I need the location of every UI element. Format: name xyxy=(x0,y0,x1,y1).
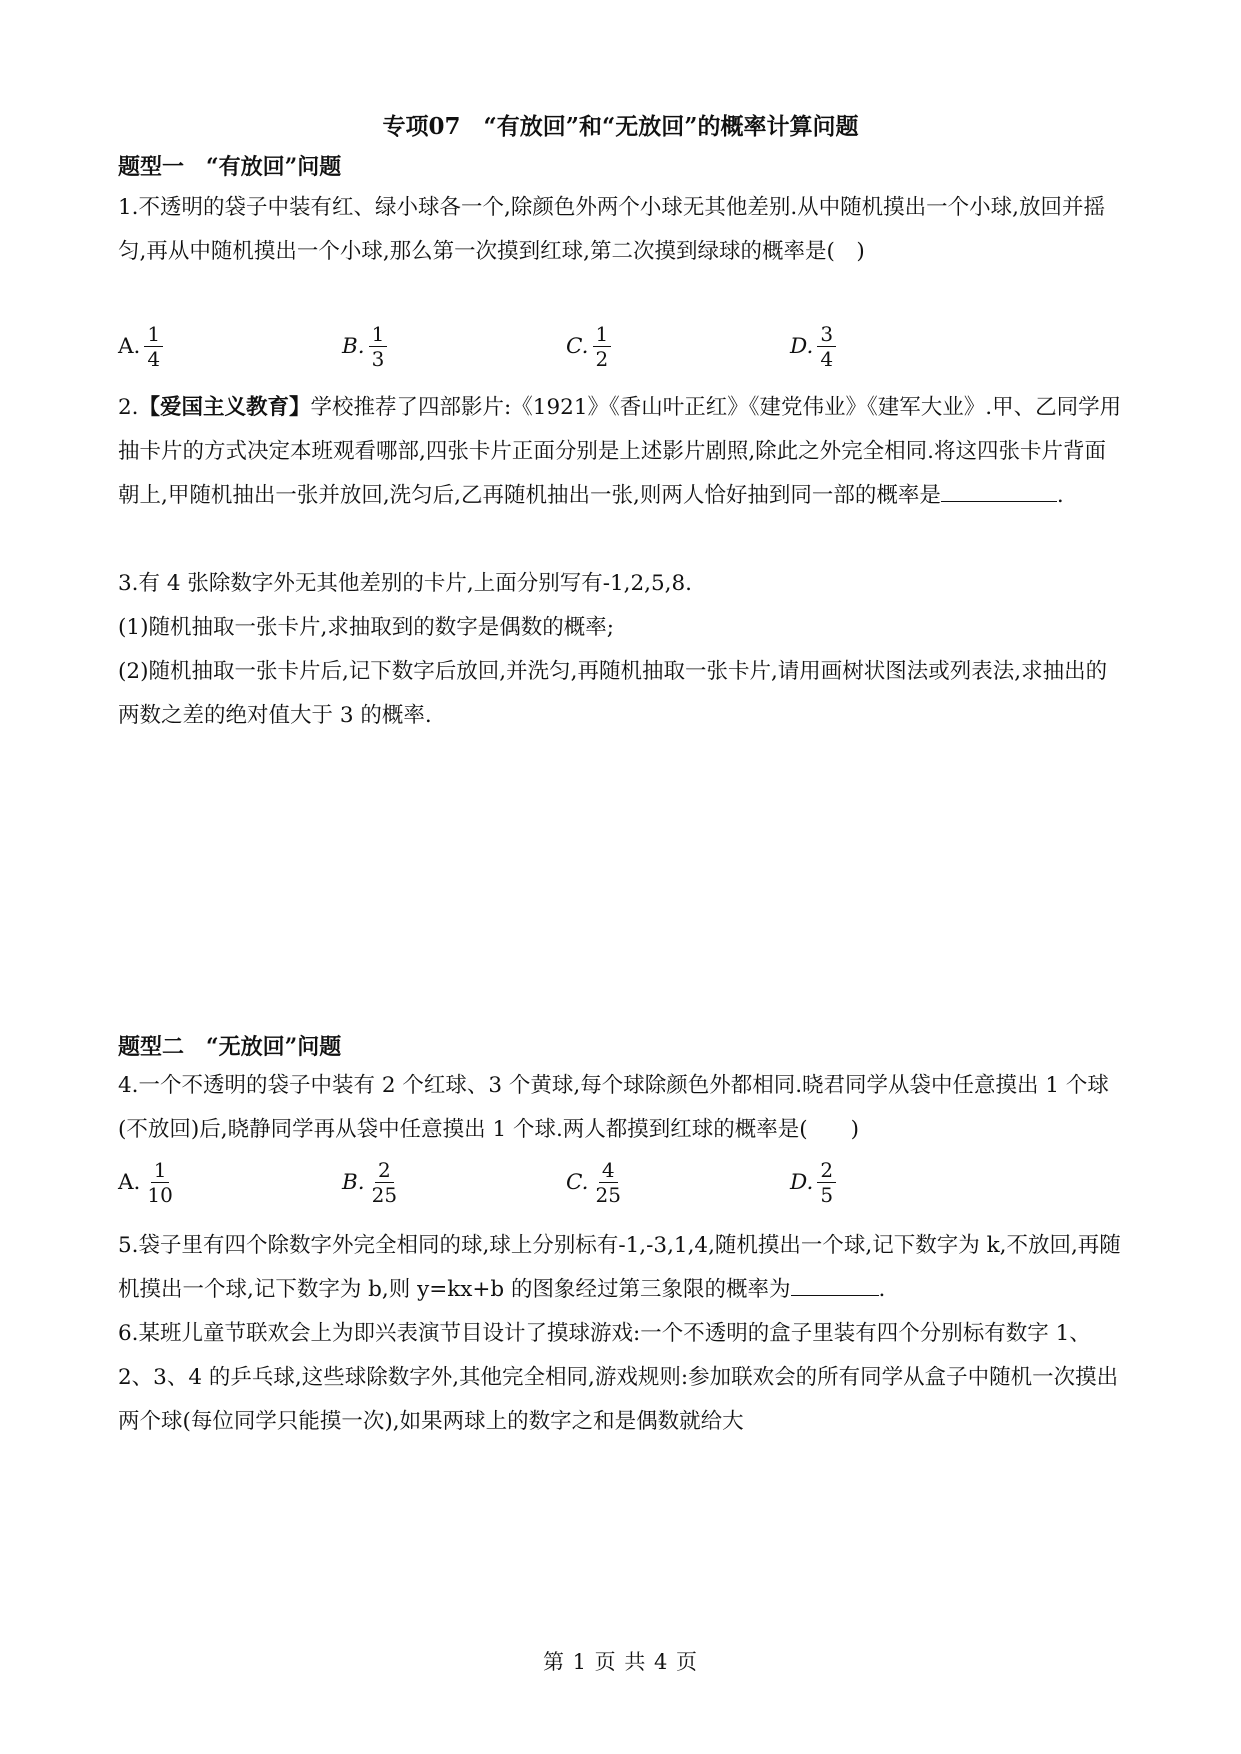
question-number: 2. xyxy=(118,395,139,420)
option-letter: C. xyxy=(566,1170,589,1195)
fraction xyxy=(144,1158,175,1207)
question-3-part-1: (1)随机抽取一张卡片,求抽取到的数字是偶数的概率; xyxy=(118,615,615,640)
question-1-text: 1.不透明的袋子中装有红、绿小球各一个,除颜色外两个小球无其他差别.从中随机摸出一个小球,放回并摇匀,再从中随机摸出一个小球,那么第一次摸到红球,第二次摸到绿球的概率是( ) xyxy=(118,195,1106,264)
page-footer: 第 1 页 共 4 页 xyxy=(542,1650,699,1674)
denominator: 10 xyxy=(147,1183,173,1207)
denominator: 4 xyxy=(820,347,834,371)
numerator: 4 xyxy=(599,1158,618,1183)
fraction xyxy=(593,1158,624,1207)
option-c xyxy=(566,1158,624,1207)
question-2-text: 学校推荐了四部影片:《1921》《香山叶正红》《建党伟业》《建军大业》.甲、乙同学用抽卡片的方式决定本班观看哪部,四张卡片正面分别是上述影片剧照,除此之外完全相同.将这四张卡片背面朝上,甲随机抽出一张并放回,洗匀后,乙再随机抽出一张,则两人恰好抽到同一部的概率是 xyxy=(118,395,1122,508)
option-letter: B. xyxy=(342,1170,365,1195)
denominator: 5 xyxy=(820,1183,834,1207)
fraction xyxy=(817,1158,836,1207)
question-5 xyxy=(118,1224,1124,1312)
option-a xyxy=(118,1158,176,1207)
fraction xyxy=(369,322,388,371)
fraction xyxy=(593,322,612,371)
denominator: 25 xyxy=(595,1183,621,1207)
question-3-part-2: (2)随机抽取一张卡片后,记下数字后放回,并洗匀,再随机抽取一张卡片,请用画树状图法或列表法,求抽出的两数之差的绝对值大于 3 的概率. xyxy=(118,659,1108,728)
denominator: 3 xyxy=(371,347,385,371)
answer-blank[interactable] xyxy=(941,475,1057,502)
numerator: 2 xyxy=(817,1158,836,1183)
numerator: 3 xyxy=(817,322,836,347)
option-letter: A. xyxy=(118,1170,141,1195)
question-4-text: 4.一个不透明的袋子中装有 2 个红球、3 个黄球,每个球除颜色外都相同.晓君同学从袋中任意摸出 1 个球(不放回)后,晓静同学再从袋中任意摸出 1 个球.两人都摸到红球的概率是( ) xyxy=(118,1073,1109,1142)
section-heading-with-replacement: 题型一 “有放回”问题 xyxy=(118,154,342,180)
question-1-options xyxy=(118,322,1124,382)
option-d xyxy=(790,322,836,371)
numerator: 1 xyxy=(593,322,612,347)
numerator: 1 xyxy=(151,1158,170,1183)
question-2 xyxy=(118,386,1124,518)
option-b xyxy=(342,322,387,371)
fraction xyxy=(369,1158,400,1207)
question-2-end: . xyxy=(1056,483,1064,508)
numerator: 1 xyxy=(144,322,163,347)
option-c xyxy=(566,322,611,371)
question-5-end: . xyxy=(878,1277,886,1302)
option-letter: D. xyxy=(790,334,814,359)
numerator: 1 xyxy=(369,322,388,347)
option-d xyxy=(790,1158,836,1207)
option-letter: C. xyxy=(566,334,589,359)
denominator: 2 xyxy=(595,347,609,371)
option-a xyxy=(118,322,163,371)
denominator: 25 xyxy=(371,1183,398,1207)
answer-blank[interactable] xyxy=(791,1269,879,1296)
option-letter: A. xyxy=(118,334,141,359)
question-4-options xyxy=(118,1158,1124,1218)
option-letter: D. xyxy=(790,1170,814,1195)
question-6-text: 6.某班儿童节联欢会上为即兴表演节目设计了摸球游戏:一个不透明的盒子里装有四个分别标有数字 1、2、3、4 的乒乓球,这些球除数字外,其他完全相同,游戏规则:参加联欢会的所有同学从盒子中随机一次摸出两个球(每位同学只能摸一次),如果两球上的数字之和是偶数就给大 xyxy=(118,1321,1119,1434)
section-heading-without-replacement: 题型二 “无放回”问题 xyxy=(118,1034,342,1060)
topic-tag: 【爱国主义教育】 xyxy=(138,395,311,420)
fraction xyxy=(144,322,163,371)
option-b xyxy=(342,1158,400,1207)
denominator: 4 xyxy=(147,347,161,371)
question-5-text: 5.袋子里有四个除数字外完全相同的球,球上分别标有-1,-3,1,4,随机摸出一个球,记下数字为 k,不放回,再随机摸出一个球,记下数字为 b,则 y=kx+b 的图象经过第三象限的概率为 xyxy=(118,1233,1121,1302)
numerator: 2 xyxy=(375,1158,394,1183)
question-3-stem: 3.有 4 张除数字外无其他差别的卡片,上面分别写有-1,2,5,8. xyxy=(118,571,693,596)
option-letter: B. xyxy=(342,334,365,359)
fraction xyxy=(817,322,836,371)
page-title: 专项07 “有放回”和“无放回”的概率计算问题 xyxy=(382,113,859,140)
